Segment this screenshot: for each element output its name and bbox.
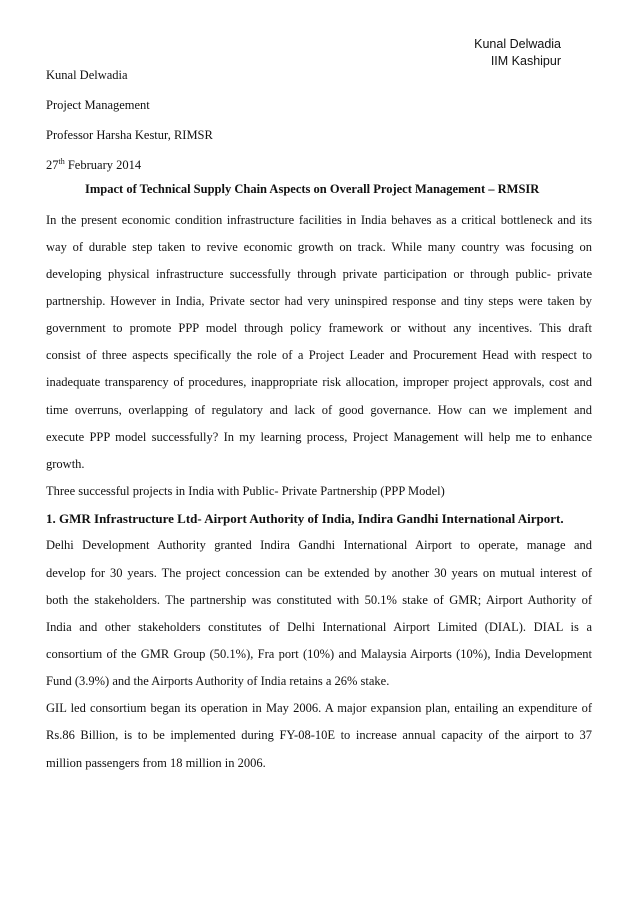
meta-date — [46, 158, 141, 173]
project1-line: develop for 30 years. The project concession can be extended by another 30 years on mutual interest of — [46, 566, 592, 580]
meta-name: Kunal Delwadia — [46, 68, 128, 82]
meta-course: Project Management — [46, 98, 150, 112]
date-day: 27 — [46, 158, 59, 172]
document-title: Impact of Technical Supply Chain Aspects on Overall Project Management – RMSIR — [85, 182, 540, 196]
date-rest: February 2014 — [64, 158, 142, 172]
project1-line: India and other stakeholders constitutes of Delhi International Airport Limited (DIAL). DIAL is a — [46, 620, 592, 634]
header-institution: IIM Kashipur — [490, 54, 561, 68]
project1-heading: 1. GMR Infrastructure Ltd- Airport Authority of India, Indira Gandhi International Airport. — [46, 511, 564, 526]
project1-line: both the stakeholders. The partnership was constituted with 50.1% stake of GMR; Airport Authority of — [46, 593, 592, 607]
intro-line: inadequate transparency of procedures, inappropriate risk allocation, improper project approvals, cost and — [46, 375, 592, 389]
project1-line: Rs.86 Billion, is to be implemented during FY-08-10E to increase annual capacity of the airport to 37 — [46, 728, 592, 742]
intro-line: partnership. However in India, Private sector had very uninspired response and tiny steps were taken by — [46, 294, 592, 308]
intro-line: consist of three aspects specifically the role of a Project Leader and Procurement Head with respect to — [46, 348, 592, 362]
page-header — [474, 36, 561, 70]
project1-line: consortium of the GMR Group (50.1%), Fra port (10%) and Malaysia Airports (10%), India Development — [46, 647, 592, 661]
projects-intro: Three successful projects in India with Public- Private Partnership (PPP Model) — [46, 484, 445, 498]
intro-line: execute PPP model successfully? In my learning process, Project Management will help me to enhance — [46, 430, 592, 444]
project1-line: Fund (3.9%) and the Airports Authority of India retains a 26% stake. — [46, 674, 390, 688]
intro-line: growth. — [46, 457, 85, 471]
project1-line: million passengers from 18 million in 2006. — [46, 756, 266, 770]
date-suffix: th — [58, 157, 65, 166]
intro-line: government to promote PPP model through policy framework or without any incentives. This draft — [46, 321, 592, 335]
intro-line: time overruns, overlapping of regulatory and lack of good governance. How can we implement and — [46, 403, 592, 417]
header-author: Kunal Delwadia — [474, 37, 561, 51]
intro-line: way of durable step taken to revive economic growth on track. While many country was focusing on — [46, 240, 592, 254]
project1-line: GIL led consortium began its operation in May 2006. A major expansion plan, entailing an expenditure of — [46, 701, 592, 715]
meta-professor: Professor Harsha Kestur, RIMSR — [46, 128, 213, 142]
intro-line: In the present economic condition infrastructure facilities in India behaves as a critical bottleneck and its — [46, 213, 592, 227]
intro-line: developing physical infrastructure successfully through private participation or through public- private — [46, 267, 592, 281]
project1-line: Delhi Development Authority granted Indira Gandhi International Airport to operate, manage and — [46, 538, 592, 552]
